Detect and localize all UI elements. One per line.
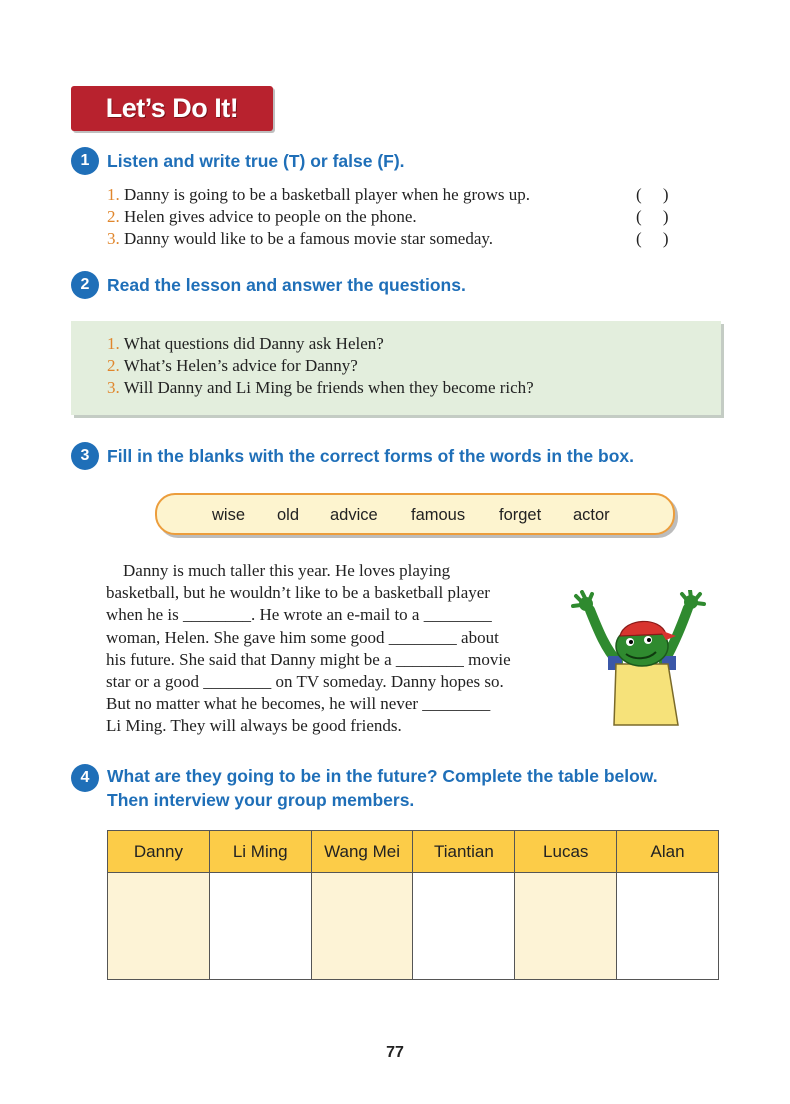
fill-in-paragraph xyxy=(106,560,576,738)
table-header-li-ming: Li Ming xyxy=(209,831,311,873)
section-2-number: 2 xyxy=(71,271,99,299)
word-box-word: wise xyxy=(212,506,246,524)
section-4-heading-line-1: What are they going to be in the future? Complete the table below. xyxy=(107,766,658,786)
item-number: 3. xyxy=(107,378,120,397)
tf-answer-blank-3[interactable]: ( ) xyxy=(636,229,669,248)
table-header-wang-mei: Wang Mei xyxy=(311,831,413,873)
answer-cell-tiantian[interactable] xyxy=(413,873,515,980)
section-3-number: 3 xyxy=(71,442,99,470)
item-text: What questions did Danny ask Helen? xyxy=(119,334,384,353)
word-box xyxy=(155,493,675,535)
banner-title: Let’s Do It! xyxy=(105,93,239,123)
item-text: Helen gives advice to people on the phone. xyxy=(119,207,417,226)
paragraph-line: when he is ________. He wrote an e-mail to a ________ xyxy=(106,605,492,625)
paragraph-line: star or a good ________ on TV someday. Danny hopes so. xyxy=(106,672,504,692)
table-header-lucas: Lucas xyxy=(515,831,617,873)
table-answer-row xyxy=(108,873,719,980)
question-item-3 xyxy=(107,377,534,399)
answer-cell-li-ming[interactable] xyxy=(209,873,311,980)
danny-dinosaur-illustration xyxy=(568,590,718,730)
answer-cell-danny[interactable] xyxy=(108,873,210,980)
item-number: 3. xyxy=(107,229,120,248)
table-header-danny: Danny xyxy=(108,831,210,873)
paragraph-line: basketball, but he wouldn’t like to be a basketball player xyxy=(106,583,490,603)
tf-item-2 xyxy=(107,206,417,228)
tf-answer-blank-1[interactable]: ( ) xyxy=(636,185,669,204)
answer-cell-alan[interactable] xyxy=(617,873,719,980)
lets-do-it-banner xyxy=(71,86,273,131)
word-box-word: old xyxy=(277,506,300,524)
tf-answer-blank-2[interactable]: ( ) xyxy=(636,207,669,226)
item-text: Danny is going to be a basketball player when he grows up. xyxy=(119,185,531,204)
tf-item-3 xyxy=(107,228,493,250)
future-jobs-table xyxy=(107,830,719,980)
item-text: Danny would like to be a famous movie star someday. xyxy=(119,229,494,248)
table-header-tiantian: Tiantian xyxy=(413,831,515,873)
section-3-heading: Fill in the blanks with the correct forms of the words in the box. xyxy=(107,446,634,466)
item-text: What’s Helen’s advice for Danny? xyxy=(119,356,358,375)
table-header-alan: Alan xyxy=(617,831,719,873)
item-number: 1. xyxy=(107,185,120,204)
answer-cell-lucas[interactable] xyxy=(515,873,617,980)
section-4-heading-line-2: Then interview your group members. xyxy=(107,790,415,810)
word-box-word: advice xyxy=(330,506,378,524)
question-item-2 xyxy=(107,355,358,377)
paragraph-line: his future. She said that Danny might be a ________ movie xyxy=(106,649,511,669)
paragraph-line: Li Ming. They will always be good friends. xyxy=(106,716,402,736)
paragraph-line: But no matter what he becomes, he will never ________ xyxy=(106,694,491,714)
page-number: 77 xyxy=(386,1044,404,1061)
item-number: 2. xyxy=(107,207,120,226)
answer-cell-wang-mei[interactable] xyxy=(311,873,413,980)
item-text: Will Danny and Li Ming be friends when they become rich? xyxy=(119,378,534,397)
paragraph-line: Danny is much taller this year. He loves playing xyxy=(106,561,451,580)
word-box-word: famous xyxy=(411,506,466,524)
item-number: 2. xyxy=(107,356,120,375)
section-1-heading: Listen and write true (T) or false (F). xyxy=(107,151,405,171)
word-box-word: actor xyxy=(573,506,610,524)
item-number: 1. xyxy=(107,334,120,353)
section-2-heading: Read the lesson and answer the questions. xyxy=(107,275,466,295)
section-1-number: 1 xyxy=(71,147,99,175)
paragraph-line: woman, Helen. She gave him some good ________ about xyxy=(106,627,499,647)
question-item-1 xyxy=(107,333,384,355)
section-4-number: 4 xyxy=(71,764,99,792)
table-header-row xyxy=(108,831,719,873)
tf-item-1 xyxy=(107,184,530,206)
word-box-word: forget xyxy=(499,506,542,524)
